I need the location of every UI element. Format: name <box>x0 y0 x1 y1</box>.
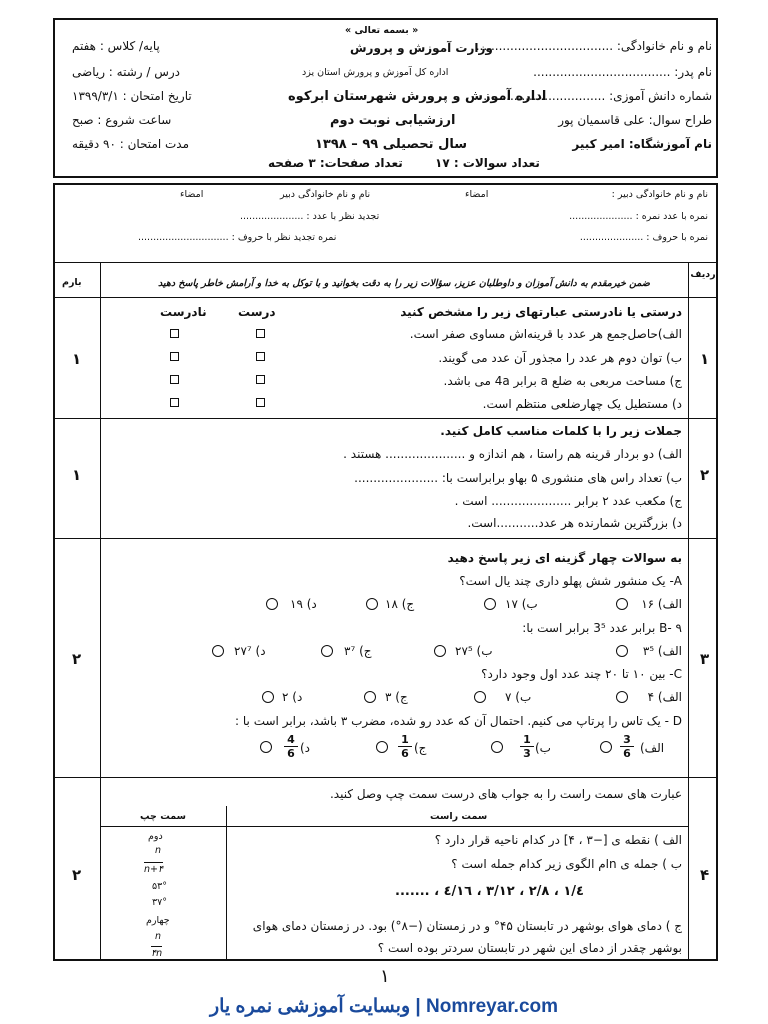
q1-number: ۱ <box>700 350 710 368</box>
q4-item-b: ب ) جمله ی nام الگوی زیر کدام جمله است ؟ <box>451 857 682 871</box>
page-number: ۱ <box>380 966 390 987</box>
q3-score: ۲ <box>72 650 82 668</box>
col-num-header: ردیف <box>690 269 716 280</box>
start-time: ساعت شروع : صبح <box>72 113 172 127</box>
q3-a-question: A- یک منشور شش پهلو داری چند یال است؟ <box>459 574 682 588</box>
fraction-numerator: 4 <box>287 733 295 746</box>
q2-item-c: ج) مکعب عدد ۲ برابر ..................... است . <box>454 494 682 508</box>
q3-c-opt-1-radio[interactable] <box>616 691 628 703</box>
school-field: نام آموزشگاه: امیر کبیر <box>572 137 712 151</box>
q2-item-d: د) بزرگترین شمارنده هر عدد...........است. <box>467 516 682 530</box>
q4-left-item: ۵۳° <box>152 881 167 892</box>
q4-item-c-cont: بوشهر چقدر از دمای این شهر در تابستان سردتر بوده است ؟ <box>377 941 682 955</box>
q1-a-false-checkbox[interactable] <box>170 329 179 338</box>
q3-b-opt-1: الف) ۳⁵ <box>642 644 682 658</box>
q4-left-item: چهارم <box>146 915 170 926</box>
school-year: سال تحصیلی ۹۹ – ۱۳۹۸ <box>315 137 468 152</box>
fraction-numerator: 3 <box>623 733 631 746</box>
q3-b-opt-1-radio[interactable] <box>616 645 628 657</box>
q3-a-opt-1: الف) ۱۶ <box>641 597 682 611</box>
q1-b-false-checkbox[interactable] <box>170 352 179 361</box>
signature-1: امضاء <box>465 189 489 200</box>
q1-true-label: درست <box>238 305 276 319</box>
course-label: درس / رشته : ریاضی <box>72 65 181 79</box>
grade-label: پایه/ کلاس : هفتم <box>72 39 160 53</box>
q4-sequence: ١/٤ ، ٢/٨ ، ٣/١٢ ، ٤/١٦ ، ....... <box>395 884 584 899</box>
fraction-denominator: 6 <box>401 747 409 760</box>
name-field: نام و نام خانوادگی: .................................... <box>475 39 712 53</box>
q3-d-opt-3-fraction <box>398 734 412 759</box>
q4-score: ۲ <box>72 866 82 884</box>
q4-left-header: سمت چپ <box>140 811 186 822</box>
q3-b-question: B- ۹ برابر عدد 3⁵ برابر است با: <box>522 621 682 635</box>
q1-title: درستی یا نادرستی عبارتهای زیر را مشخص کنید <box>400 305 682 319</box>
q1-a-true-checkbox[interactable] <box>256 329 265 338</box>
fraction-numerator: 1 <box>523 733 531 746</box>
q2-item-a: الف) دو بردار قرینه هم راستا ، هم اندازه و ..................... هستند . <box>343 447 682 461</box>
col-score-header: بارم <box>62 277 82 288</box>
q4-left-item: ۳۷° <box>152 897 167 908</box>
designer-field: طراح سوال: علی قاسمیان پور <box>558 113 712 127</box>
q3-a-opt-2-radio[interactable] <box>484 598 496 610</box>
q3-b-opt-4: د) ۲۷⁷ <box>234 644 266 658</box>
score-digits: نمره با عدد نمره : ..................... <box>569 211 708 222</box>
q3-d-opt-4-radio[interactable] <box>260 741 272 753</box>
q1-item-a: الف)حاصل‌جمع هر عدد با قرینه‌اش مساوی صفر است. <box>409 327 682 341</box>
page-count: تعداد صفحات: ۳ صفحه <box>268 156 403 170</box>
q2-score: ۱ <box>72 466 82 484</box>
col-divider-score <box>100 262 101 961</box>
q1-item-d: د) مستطیل یک چهارضلعی منتظم است. <box>482 397 682 411</box>
q3-c-opt-3-radio[interactable] <box>364 691 376 703</box>
q4-right-header: سمت راست <box>430 811 488 822</box>
q3-c-opt-4-radio[interactable] <box>262 691 274 703</box>
row-divider <box>53 777 718 778</box>
q1-false-label: نادرست <box>160 305 207 319</box>
q3-b-opt-2: ب) ۲۷⁵ <box>455 644 493 658</box>
q3-b-opt-3-radio[interactable] <box>321 645 333 657</box>
q4-item-c: ج ) دمای هوای بوشهر در تابستان ۴۵° و در زمستان (−۸°) بود. در زمستان دمای هوای <box>252 919 682 933</box>
duration: مدت امتحان : ۹۰ دقیقه <box>72 137 190 151</box>
footer-website[interactable]: Nomreyar.com | وبسایت آموزشی نمره یار <box>209 996 559 1017</box>
q1-d-false-checkbox[interactable] <box>170 398 179 407</box>
q1-c-true-checkbox[interactable] <box>256 375 265 384</box>
q3-c-opt-2-radio[interactable] <box>474 691 486 703</box>
city: اداره آموزش و پرورش شهرستان ابرکوه <box>288 89 547 104</box>
q4-item-a: الف ) نقطه ی [−۳ ، ۴] در کدام ناحیه قرار دارد ؟ <box>434 833 682 847</box>
q2-title: جملات زیر را با کلمات مناسب کامل کنید. <box>440 424 682 438</box>
question-count: تعداد سوالات : ۱۷ <box>435 156 540 170</box>
q3-b-opt-3: ج) ۳⁷ <box>344 644 372 658</box>
q4-left-item: n <box>155 845 162 856</box>
father-field: نام پدر: .................................... <box>533 65 712 79</box>
q3-d-opt-2-radio[interactable] <box>491 741 503 753</box>
fraction-denominator: 3 <box>523 747 531 760</box>
q3-d-opt-1-label: الف) <box>640 741 665 755</box>
row-divider <box>53 538 718 539</box>
q3-d-opt-4-fraction <box>284 734 298 759</box>
q4-title: عبارت های سمت راست را به جواب های درست سمت چپ وصل کنید. <box>329 787 682 801</box>
q1-item-c: ج) مساحت مربعی به ضلع a برابر 4a می باشد. <box>443 374 682 388</box>
exam-title: ارزشیابی نوبت دوم <box>330 113 456 128</box>
q3-d-opt-2-fraction <box>520 734 534 759</box>
q4-left-item: دوم <box>148 831 163 842</box>
q4-left-item: ۴+n <box>144 864 164 875</box>
q3-d-opt-4-label: د) <box>300 741 311 755</box>
col-divider-num <box>688 262 689 961</box>
teacher-name-1: نام و نام خانوادگی دبیر : <box>611 189 708 200</box>
teacher-name-2: نام و نام خانوادگی دبیر <box>280 189 371 200</box>
fraction-denominator: 6 <box>623 747 631 760</box>
q3-d-question: D - یک تاس را پرتاپ می کنیم. احتمال آن که عدد رو شده، مضرب ۳ باشد، برابر است با : <box>235 714 682 728</box>
q3-a-opt-3-radio[interactable] <box>366 598 378 610</box>
q1-score: ۱ <box>72 350 82 368</box>
q4-left-item: n <box>155 931 162 942</box>
q3-number: ۳ <box>700 650 710 668</box>
q3-d-opt-3-label: ج) <box>414 741 427 755</box>
q3-a-opt-4: د) ۱۹ <box>290 597 317 611</box>
q3-d-opt-1-fraction <box>620 734 634 759</box>
q2-item-b: ب) تعداد راس های منشوری ۵ بهاو برابراست با: ...................... <box>354 471 682 485</box>
q4-header-line <box>100 826 688 827</box>
q3-a-opt-1-radio[interactable] <box>616 598 628 610</box>
revised-digits: تجدید نظر با عدد : ..................... <box>240 211 380 222</box>
q3-c-opt-3: ج) ۳ <box>385 690 408 704</box>
row-divider <box>53 297 718 298</box>
q3-a-opt-2: ب) ۱۷ <box>505 597 538 611</box>
grading-divider <box>53 262 718 263</box>
exam-date: تاریخ امتحان : ۱۳۹۹/۳/۱ <box>72 89 192 103</box>
q2-number: ۲ <box>700 466 710 484</box>
q3-c-opt-2: ب) ۷ <box>505 690 532 704</box>
q4-number: ۴ <box>700 866 710 884</box>
signature-2: امضاء <box>180 189 204 200</box>
q3-c-opt-1: الف) ۴ <box>647 690 682 704</box>
ministry: وزارت آموزش و پرورش <box>350 41 493 55</box>
score-letters: نمره با حروف : ..................... <box>579 232 708 243</box>
q3-b-opt-2-radio[interactable] <box>434 645 446 657</box>
fraction-numerator: 1 <box>401 733 409 746</box>
student-number-field: شماره دانش آموزی: ................................ <box>483 89 712 103</box>
province: اداره کل آموزش و پرورش استان یزد <box>302 67 449 78</box>
row-divider <box>53 418 718 419</box>
q3-d-opt-2-label: ب) <box>535 741 551 755</box>
basmala: « بسمه تعالی » <box>345 25 419 36</box>
fraction-denominator: 6 <box>287 747 295 760</box>
q4-column-divider <box>226 806 227 961</box>
revised-letters: نمره تجدید نظر با حروف : .............................. <box>138 232 337 243</box>
q3-a-opt-4-radio[interactable] <box>266 598 278 610</box>
q1-c-false-checkbox[interactable] <box>170 375 179 384</box>
q1-b-true-checkbox[interactable] <box>256 352 265 361</box>
q3-title: به سوالات چهار گزینه ای زیر پاسخ دهید <box>447 551 682 565</box>
q3-d-opt-3-radio[interactable] <box>376 741 388 753</box>
q1-item-b: ب) توان دوم هر عدد را مجذور آن عدد می گویند. <box>438 351 682 365</box>
q1-d-true-checkbox[interactable] <box>256 398 265 407</box>
q3-d-opt-1-radio[interactable] <box>600 741 612 753</box>
q4-left-item: ۴n <box>151 948 163 959</box>
instruction: ضمن خیرمقدم به دانش آموزان و داوطلبان عزیز، سؤالات زیر را به دقت بخوانید و با توکل به خدا و آرامش خاطر پاسخ دهید <box>158 278 650 289</box>
q3-a-opt-3: ج) ۱۸ <box>385 597 415 611</box>
q3-c-question: C- بین ۱۰ تا ۲۰ چند عدد اول وجود دارد؟ <box>481 667 682 681</box>
q3-c-opt-4: د) ۲ <box>282 690 303 704</box>
q3-b-opt-4-radio[interactable] <box>212 645 224 657</box>
